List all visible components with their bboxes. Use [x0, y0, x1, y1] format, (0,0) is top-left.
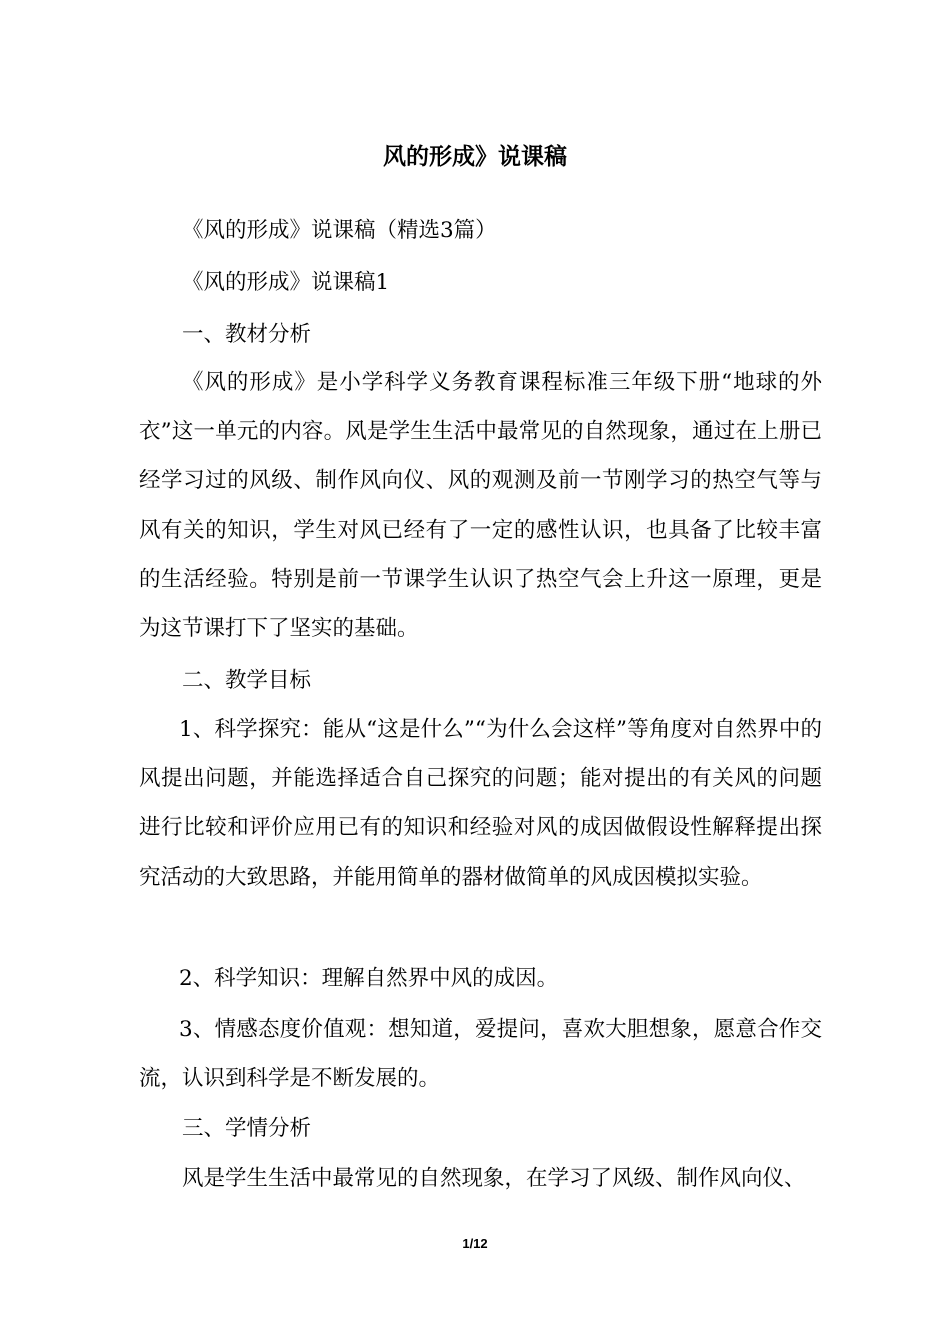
section-heading-goals: 二、教学目标	[182, 668, 312, 693]
section-heading-materials: 一、教材分析	[182, 322, 312, 347]
section-heading-students: 三、学情分析	[182, 1116, 312, 1141]
lesson-heading: 《风的形成》说课稿1	[182, 270, 390, 295]
paragraph-goal-inquiry: 1、科学探究：能从“这是什么”“为什么会这样”等角度对自然界中的风提出问题，并能选择适合自己探究的问题；能对提出的有关风的问题进行比较和评价应用已有的知识和经验对风的成因做假设性解释提出探究活动的大致思路，并能用简单的器材做简单的风成因模拟实验。	[139, 717, 822, 890]
paragraph-goal-knowledge: 2、科学知识：理解自然界中风的成因。	[179, 966, 559, 991]
paragraph-goal-attitude: 3、情感态度价值观：想知道，爱提问，喜欢大胆想象，愿意合作交流，认识到科学是不断发展的。	[139, 1017, 822, 1092]
paragraph-materials: 《风的形成》是小学科学义务教育课程标准三年级下册“地球的外衣”这一单元的内容。风是学生生活中最常见的自然现象，通过在上册已经学习过的风级、制作风向仪、风的观测及前一节刚学习的热空气等与风有关的知识，学生对风已经有了一定的感性认识，也具备了比较丰富的生活经验。特别是前一节课学生认识了热空气会上升这一原理，更是为这节课打下了坚实的基础。	[139, 370, 822, 642]
paragraph-students: 风是学生生活中最常见的自然现象，在学习了风级、制作风向仪、	[182, 1166, 806, 1191]
subtitle-paragraph: 《风的形成》说课稿（精选3篇）	[182, 218, 497, 243]
document-title: 风的形成》说课稿	[383, 144, 567, 170]
page-number: 1/12	[462, 1236, 488, 1251]
